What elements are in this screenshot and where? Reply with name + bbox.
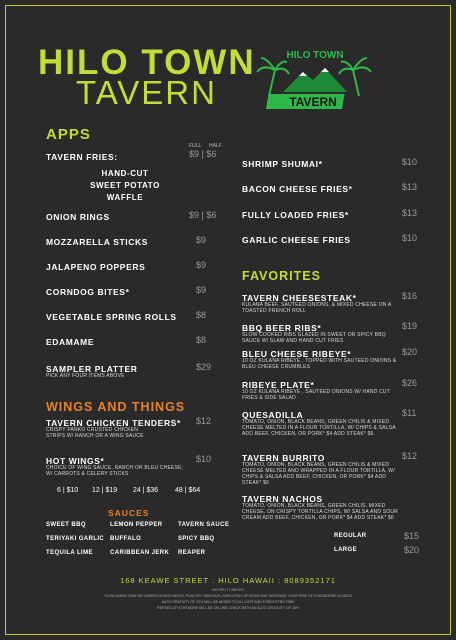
nachos-regular-label: REGULAR <box>334 533 367 539</box>
sauce-item: TAVERN SAUCE <box>178 522 230 528</box>
app-item: CORNDOG BITES* <box>46 287 130 297</box>
apps-heading: APPS <box>46 126 91 143</box>
sauce-item: REAPER <box>178 550 206 556</box>
sauce-item: TEQUILA LIME <box>46 550 93 556</box>
sauce-item: SWEET BBQ <box>46 522 86 528</box>
tenders-desc: CRISPY PANKO CRUSTED CHICKEN STRIPS W/ RANCH OR A WING SAUCE <box>46 427 144 439</box>
fries-full-label: FULL <box>189 143 202 149</box>
app-price: $9 | $6 <box>189 210 217 220</box>
footer-note: *CONSUMING RAW OR UNDERCOOKED MEATS, POULTRY, SEAFOOD, SHELLFISH, OR EGGS MAY INCREASE YOUR RISK OF FOODBORNE ILLNESS <box>104 594 352 598</box>
right-app-price: $10 <box>402 157 418 167</box>
fav-item: BLEU CHEESE RIBEYE* <box>242 349 352 359</box>
sauce-item: CARIBBEAN JERK <box>110 550 170 556</box>
logo-top-text: HILO TOWN <box>286 50 344 61</box>
wing-count: 24 | $36 <box>133 487 159 494</box>
fav-desc: 10 OZ KULANA RIBEYE , SAUTEED ONIONS W/ HAND CUT FRIES & SIDE SALAD <box>242 389 390 401</box>
mountain-icon <box>283 68 347 92</box>
wing-count: 6 | $10 <box>57 487 79 494</box>
app-price: $9 <box>196 260 207 270</box>
nachos-regular-price: $15 <box>404 531 420 541</box>
app-item: EDAMAME <box>46 337 95 347</box>
right-app-item: BACON CHEESE FRIES* <box>242 184 353 194</box>
fav-price: $11 <box>402 408 417 418</box>
fries-type: WAFFLE <box>106 193 144 202</box>
app-item: ONION RINGS <box>46 212 110 222</box>
app-item: VEGETABLE SPRING ROLLS <box>46 312 177 322</box>
fav-item: RIBEYE PLATE* <box>242 380 315 390</box>
fav-item: QUESADILLA <box>242 410 304 420</box>
hot-wings-name: HOT WINGS* <box>46 456 105 466</box>
fav-desc: TOMATO, ONION, BLACK BEANS, GREEN CHILIS & MIXED CHEESE MELTED IN A FLOUR TORTILLA, W/ CHIPS & SALSA ADD BEEF, CHICKEN, OR PORK* $4 ADD STEAK* $6 <box>242 419 396 437</box>
nachos-large-label: LARGE <box>334 547 357 553</box>
hot-wings-price: $10 <box>196 454 212 464</box>
fav-price: $16 <box>402 291 418 301</box>
app-price: $8 <box>196 335 207 345</box>
fav-desc: TOMATO, ONION, BLACK BEANS, GREEN CHILIS, MIXED CHEESE, ON CRISPY TORTILLA CHIPS, W/ SALSA AND SOUR CREAM ADD BEEF, CHICKEN, OR PORK* $4 ADD STEAK* $6 <box>242 503 398 521</box>
fav-price: $20 <box>402 347 418 357</box>
wing-count: 48 | $64 <box>175 487 201 494</box>
fries-type: SWEET POTATO <box>90 181 160 190</box>
hot-wings-desc: CHOICE OF WING SAUCE, RANCH OR BLEU CHEESE; W/ CARROTS & CELERY STICKS <box>46 465 184 477</box>
sauces-heading: SAUCES <box>108 508 150 518</box>
fav-price: $26 <box>402 378 418 388</box>
fav-item: BBQ BEER RIBS* <box>242 323 322 333</box>
right-app-item: SHRIMP SHUMAI* <box>242 159 323 169</box>
fav-desc: TOMATO, ONION, BLACK BEANS, GREEN CHILIS & MIXED CHEESE MELTED AND WRAPPED IN A FLOUR TORTILLA, W/ CHIPS & SALSA ADD BEEF, CHICKEN, OR PORK* $4 ADD STEAK* $6 <box>242 462 395 486</box>
tenders-name: TAVERN CHICKEN TENDERS* <box>46 418 181 428</box>
fav-desc: SLOW COOKED RIBS GLAZED IN SWEET OR SPICY BBQ SAUCE W/ SLAW AND HAND CUT FRIES <box>242 332 386 344</box>
app-price: $8 <box>196 310 207 320</box>
app-item: JALAPENO POPPERS <box>46 262 146 272</box>
right-app-price: $13 <box>402 208 418 218</box>
right-app-price: $13 <box>402 182 418 192</box>
sauce-item: SPICY BBQ <box>178 536 215 542</box>
footer-note: NO SPLIT CHECKS <box>212 588 244 592</box>
tenders-price: $12 <box>196 416 212 426</box>
wing-count: 12 | $19 <box>92 487 118 494</box>
fav-item: TAVERN CHEESESTEAK* <box>242 293 357 303</box>
sampler-desc: PICK ANY FOUR ITEMS ABOVE <box>46 373 125 379</box>
favorites-heading: FAVORITES <box>242 269 321 283</box>
sampler-name: SAMPLER PLATTER <box>46 364 138 374</box>
fav-item: TAVERN BURRITO <box>242 453 326 463</box>
title-line-2: TAVERN <box>76 74 217 111</box>
fav-item: TAVERN NACHOS <box>242 494 323 504</box>
right-app-item: GARLIC CHEESE FRIES <box>242 235 351 245</box>
fav-price: $19 <box>402 321 418 331</box>
sauce-item: LEMON PEPPER <box>110 522 163 528</box>
fries-types <box>75 168 175 204</box>
fries-price: $9 | $6 <box>189 149 217 159</box>
app-price: $9 <box>196 285 207 295</box>
fav-price: $12 <box>402 451 418 461</box>
fav-desc: 10 OZ KULANA RIBEYE , TOPPED WITH SAUTEED ONIONS & BLEU CHEESE CRUMBLES <box>242 358 397 370</box>
right-app-price: $10 <box>402 233 418 243</box>
title-line-1: HILO TOWN <box>38 43 256 82</box>
fav-desc: KULANA BEEF, SAUTEED ONIONS, & MIXED CHEESE ON A TOASTED FRENCH ROLL <box>242 302 392 314</box>
wings-heading: WINGS AND THINGS <box>46 400 186 414</box>
footer-note: PARTIES OF 6 OR MORE WILL BE ON ONE CHECK WITH AN AUTO GRATUITY OF 18% <box>157 606 299 610</box>
tavern-logo <box>255 46 375 116</box>
footer-note: AUTO GRATUITY OF 20% WILL BE ADDED TO ALL LOST AND FORGOTTEN TABS <box>161 600 295 604</box>
sampler-price: $29 <box>196 362 212 372</box>
sauce-item: TERIYAKI GARLIC <box>46 536 105 542</box>
fries-half-label: HALF <box>209 143 222 149</box>
nachos-large-price: $20 <box>404 545 420 555</box>
footer-address: 168 KEAWE STREET : HILO HAWAII : 8089352171 <box>120 576 336 585</box>
fries-type: HAND-CUT <box>101 169 149 178</box>
logo-bottom-text: TAVERN <box>289 95 337 109</box>
palm-left-icon <box>257 58 289 96</box>
fries-label: TAVERN FRIES: <box>46 152 118 162</box>
app-item: MOZZARELLA STICKS <box>46 237 148 247</box>
sauce-item: BUFFALO <box>110 536 142 542</box>
app-price: $9 <box>196 235 207 245</box>
right-app-item: FULLY LOADED FRIES* <box>242 210 349 220</box>
